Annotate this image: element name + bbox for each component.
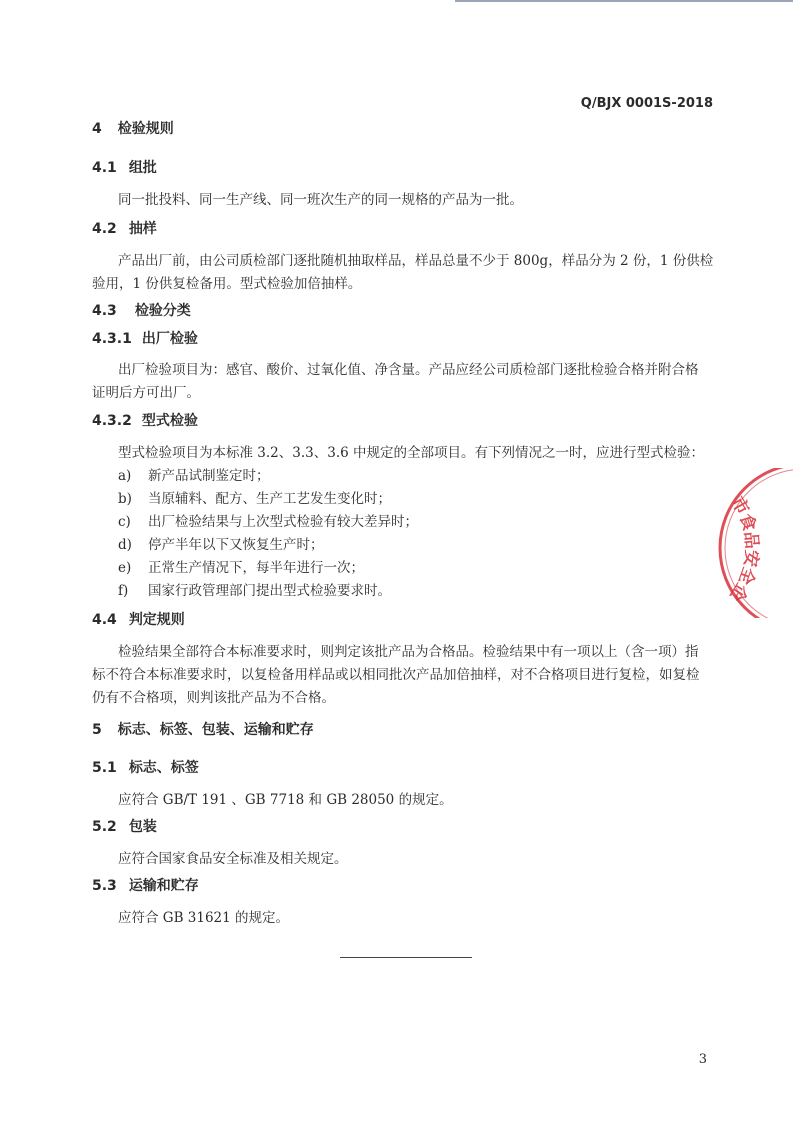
section-number: 4.1 bbox=[92, 160, 117, 176]
section-5-1-heading bbox=[92, 757, 199, 777]
list-item-label: f) bbox=[118, 583, 129, 599]
list-item bbox=[118, 464, 270, 484]
section-4-1-heading bbox=[92, 157, 157, 177]
section-4-4-line-3: 仍有不合格项，则判该批产品为不合格。 bbox=[92, 690, 335, 706]
document-number: Q/BJX 0001S-2018 bbox=[580, 96, 713, 111]
section-title: 型式检验 bbox=[141, 413, 198, 429]
section-5-3-heading bbox=[92, 875, 199, 895]
list-item-text: 停产半年以下又恢复生产时； bbox=[148, 537, 324, 553]
section-4-3-2-heading bbox=[92, 410, 198, 430]
list-item-text: 新产品试制鉴定时； bbox=[148, 468, 270, 484]
section-5-2-heading bbox=[92, 816, 157, 836]
section-4-3-1-line-2: 证明后方可出厂。 bbox=[92, 385, 200, 401]
section-title: 运输和贮存 bbox=[128, 878, 199, 894]
section-number: 5.3 bbox=[92, 878, 117, 894]
section-4-4-line-2: 标不符合本标准要求时，以复检备用样品或以相同批次产品加倍抽样，对不合格项目进行复检，如复检 bbox=[92, 667, 700, 683]
seal-graphic bbox=[700, 468, 793, 618]
list-item bbox=[118, 556, 364, 576]
section-4-4-line-1: 检验结果全部符合本标准要求时，则判定该批产品为合格品。检验结果中有一项以上（含一项）指 bbox=[118, 644, 699, 660]
list-item-text: 当原辅料、配方、生产工艺发生变化时； bbox=[148, 491, 391, 507]
section-4-2-heading bbox=[92, 218, 157, 238]
section-4-3-heading bbox=[92, 300, 191, 320]
section-title: 检验分类 bbox=[134, 303, 191, 319]
section-4-3-1-heading bbox=[92, 328, 198, 348]
section-number: 5.1 bbox=[92, 760, 117, 776]
section-5-2-text: 应符合国家食品安全标准及相关规定。 bbox=[118, 851, 348, 867]
section-number: 5 bbox=[92, 722, 102, 738]
section-4-4-heading bbox=[92, 609, 185, 629]
list-item bbox=[118, 533, 324, 553]
top-border-line bbox=[455, 0, 793, 2]
list-item-label: a) bbox=[118, 468, 132, 484]
section-number: 4.3.1 bbox=[92, 331, 132, 347]
section-title: 标志、标签 bbox=[128, 760, 199, 776]
list-item bbox=[118, 510, 418, 530]
section-title: 出厂检验 bbox=[141, 331, 198, 347]
section-5-1-text: 应符合 GB/T 191 、GB 7718 和 GB 28050 的规定。 bbox=[118, 792, 453, 808]
section-number: 4 bbox=[92, 121, 102, 137]
section-4-2-line-1: 产品出厂前，由公司质检部门逐批随机抽取样品，样品总量不少于 800g，样品分为 2 份，1 份供检 bbox=[118, 253, 714, 269]
svg-text:市食品安全企: 市食品安全企 bbox=[725, 493, 762, 605]
section-4-1-text: 同一批投料、同一生产线、同一班次生产的同一规格的产品为一批。 bbox=[118, 192, 523, 208]
section-number: 5.2 bbox=[92, 819, 117, 835]
section-number: 4.4 bbox=[92, 612, 117, 628]
section-title: 判定规则 bbox=[128, 612, 185, 628]
section-number: 4.3.2 bbox=[92, 413, 132, 429]
section-title: 检验规则 bbox=[117, 121, 174, 137]
section-4-heading bbox=[92, 118, 174, 138]
list-item bbox=[118, 487, 391, 507]
section-title: 组批 bbox=[128, 160, 157, 176]
list-item-label: d) bbox=[118, 537, 132, 553]
section-5-heading bbox=[92, 719, 314, 739]
section-title: 包装 bbox=[128, 819, 157, 835]
list-item-text: 正常生产情况下，每半年进行一次； bbox=[148, 560, 364, 576]
section-number: 4.3 bbox=[92, 303, 117, 319]
section-4-2-line-2: 验用，1 份供复检备用。型式检验加倍抽样。 bbox=[92, 276, 362, 292]
list-item bbox=[118, 579, 391, 599]
end-separator-line bbox=[340, 957, 472, 958]
section-5-3-text: 应符合 GB 31621 的规定。 bbox=[118, 910, 290, 926]
red-seal-stamp bbox=[700, 468, 793, 618]
list-item-text: 国家行政管理部门提出型式检验要求时。 bbox=[148, 583, 391, 599]
section-number: 4.2 bbox=[92, 221, 117, 237]
section-title: 标志、标签、包装、运输和贮存 bbox=[117, 722, 314, 738]
list-item-label: e) bbox=[118, 560, 132, 576]
section-4-3-1-line-1: 出厂检验项目为：感官、酸价、过氧化值、净含量。产品应经公司质检部门逐批检验合格并附合格 bbox=[118, 362, 699, 378]
list-item-label: b) bbox=[118, 491, 132, 507]
list-item-label: c) bbox=[118, 514, 131, 530]
list-item-text: 出厂检验结果与上次型式检验有较大差异时； bbox=[148, 514, 418, 530]
section-title: 抽样 bbox=[128, 221, 157, 237]
section-4-3-2-intro: 型式检验项目为本标准 3.2、3.3、3.6 中规定的全部项目。有下列情况之一时，应进行型式检验： bbox=[118, 445, 704, 461]
page-number: 3 bbox=[698, 1052, 707, 1067]
